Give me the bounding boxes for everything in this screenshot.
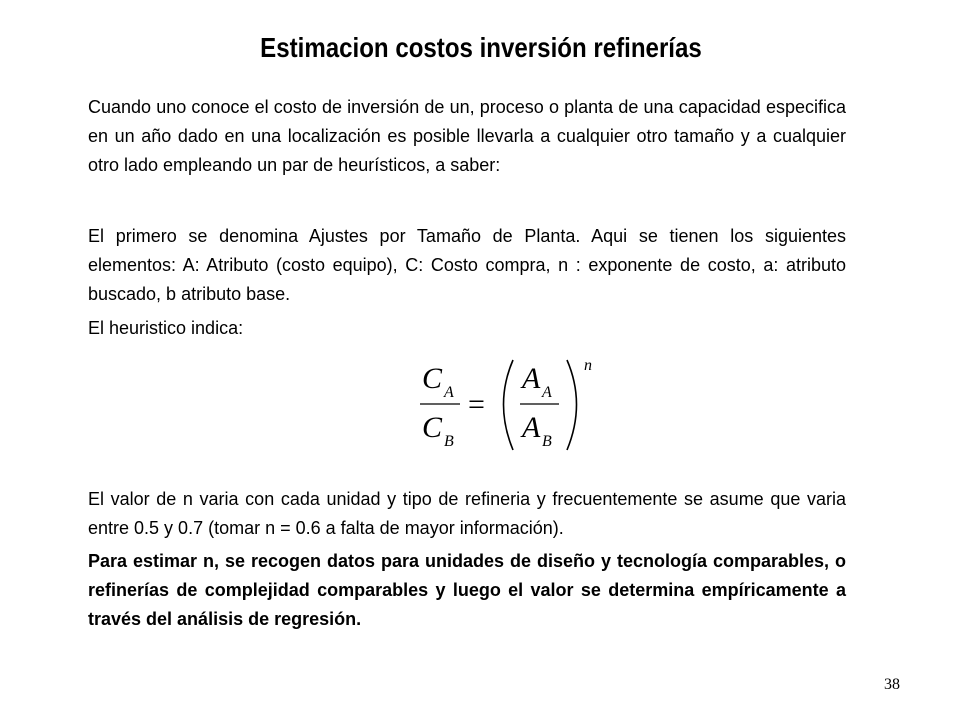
formula-left-paren	[504, 360, 514, 450]
formula-right-denominator: A	[522, 411, 541, 444]
formula-right-paren	[567, 360, 577, 450]
formula-exponent: n	[584, 357, 592, 374]
formula-left-numerator: C	[422, 362, 443, 395]
formula-right-denominator-subscript: B	[542, 433, 552, 450]
formula-left-denominator-subscript: B	[444, 433, 454, 450]
cost-scaling-formula	[418, 352, 598, 462]
paragraph-n-range: El valor de n varia con cada unidad y tipo de refineria y frecuentemente se asume que varia entre 0.5 y 0.7 (tomar n = 0.6 a falta de mayor información).	[88, 489, 846, 538]
formula-right-numerator-subscript: A	[542, 384, 552, 401]
paragraph-size-adjustment: El primero se denomina Ajustes por Tamaño de Planta. Aqui se tienen los siguientes elementos: A: Atributo (costo equipo), C: Costo compra, n : exponente de costo, a: atributo buscado, b atributo base.	[88, 226, 846, 304]
paragraph-regression-note: Para estimar n, se recogen datos para unidades de diseño y tecnología comparables, o refinerías de complejidad comparables y luego el valor se determina empíricamente a través del análisis de regresión.	[88, 551, 846, 629]
paragraph-intro: Cuando uno conoce el costo de inversión de un, proceso o planta de una capacidad especifica en un año dado en una localización es posible llevarla a cualquier otro tamaño y a cualquier otro lado empleando un par de heurísticos, a saber:	[88, 97, 846, 175]
page-number: 38	[884, 676, 900, 693]
formula-right-numerator: A	[522, 362, 541, 395]
formula-left-numerator-subscript: A	[444, 384, 454, 401]
formula-left-denominator: C	[422, 411, 443, 444]
formula-equals: =	[468, 388, 485, 421]
slide-title: Estimacion costos inversión refinerías	[260, 32, 702, 63]
paragraph-heuristic-label: El heuristico indica:	[88, 318, 244, 338]
